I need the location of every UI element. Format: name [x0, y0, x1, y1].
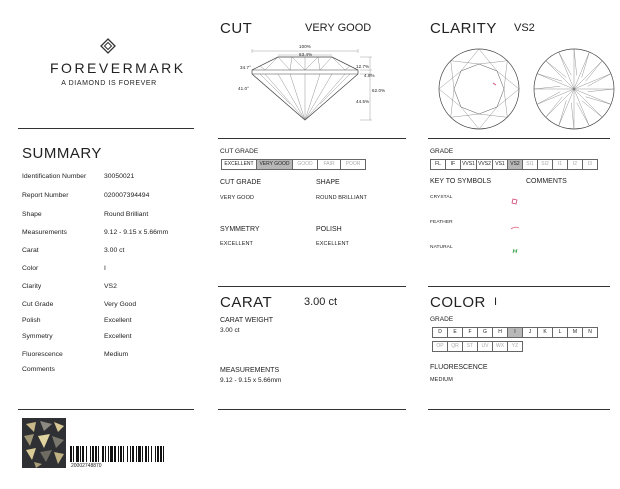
grade-scale-cell: GOOD	[292, 159, 318, 170]
color-grade-label: GRADE	[430, 316, 454, 323]
color-grade-scale	[432, 327, 598, 338]
grade-scale-cell: POOR	[340, 159, 366, 170]
clarity-plot-crown	[435, 45, 523, 133]
natural-icon	[511, 242, 519, 260]
feather-icon	[510, 218, 520, 236]
comments-label: COMMENTS	[526, 178, 567, 185]
grade-scale-cell: FAIR	[317, 159, 341, 170]
grade-scale-cell: L	[552, 327, 568, 338]
cut-grade-heading: CUT GRADE	[220, 148, 259, 155]
brand-name: FOREVERMARK	[50, 60, 186, 76]
divider	[18, 409, 194, 410]
cut-grade-label: CUT GRADE	[220, 179, 262, 186]
grade-scale-cell: I	[507, 327, 523, 338]
brand-tagline: A DIAMOND IS FOREVER	[61, 80, 157, 87]
clarity-grade-label: GRADE	[430, 148, 454, 155]
shape-value: ROUND BRILLIANT	[316, 195, 368, 201]
cut-label-girdle: 4.8%	[364, 73, 375, 78]
cut-value: VERY GOOD	[305, 22, 372, 34]
cut-label-crown-angle: 34.7°	[240, 65, 252, 70]
grade-scale-cell: OP	[432, 341, 448, 352]
clarity-plot-pavilion	[530, 45, 618, 133]
carat-title: CARAT	[220, 294, 273, 311]
grade-scale-cell: YZ	[507, 341, 523, 352]
barcode	[70, 446, 194, 462]
polish-value: EXCELLENT	[316, 241, 349, 247]
carat-value: 3.00 ct	[304, 296, 338, 308]
polish-label: POLISH	[316, 226, 342, 233]
fluorescence-label: FLUORESCENCE	[430, 364, 488, 371]
grade-scale-cell: I1	[552, 159, 568, 170]
brand-logo-icon	[100, 38, 116, 54]
grade-scale-cell: M	[567, 327, 583, 338]
cut-label-table-top: 100%	[299, 44, 311, 49]
divider	[428, 286, 610, 287]
carat-weight-label: CARAT WEIGHT	[220, 317, 274, 324]
cut-label-pavilion-angle: 41.0°	[238, 86, 250, 91]
divider	[428, 138, 610, 139]
grade-scale-cell: VVS1	[460, 159, 477, 170]
divider	[218, 286, 406, 287]
color-title: COLOR	[430, 294, 486, 311]
grade-scale-cell: VVS2	[476, 159, 493, 170]
diamond-photo	[22, 418, 66, 468]
symbol-feather-label: FEATHER	[430, 220, 453, 225]
key-to-symbols-label: KEY TO SYMBOLS	[430, 178, 492, 185]
grade-scale-cell: WX	[492, 341, 508, 352]
cut-label-crown-height: 12.7%	[356, 64, 370, 69]
grade-scale-cell: UV	[477, 341, 493, 352]
grade-scale-cell: SI2	[537, 159, 553, 170]
grade-scale-cell: QR	[447, 341, 463, 352]
grade-scale-cell: K	[537, 327, 553, 338]
color-grade-scale-extended	[432, 341, 523, 352]
measurements-label: MEASUREMENTS	[220, 367, 280, 374]
color-value: I	[494, 296, 498, 308]
grade-scale-cell: FL	[430, 159, 446, 170]
carat-weight-value: 3.00 ct	[220, 327, 240, 334]
clarity-grade-scale	[430, 159, 598, 170]
fluorescence-value: MEDIUM	[430, 377, 453, 383]
symbol-natural-label: NATURAL	[430, 245, 453, 250]
divider	[218, 409, 406, 410]
summary-title: SUMMARY	[22, 145, 102, 162]
grade-scale-cell: D	[432, 327, 448, 338]
grade-scale-cell: EXCELLENT	[221, 159, 257, 170]
grade-scale-cell: VS2	[507, 159, 523, 170]
cut-label-total-depth: 62.0%	[372, 88, 386, 93]
grade-scale-cell: IF	[445, 159, 461, 170]
clarity-value: VS2	[514, 22, 535, 34]
divider	[218, 138, 406, 139]
symbol-crystal-label: CRYSTAL	[430, 195, 453, 200]
grade-scale-cell: SI1	[522, 159, 538, 170]
symmetry-label: SYMMETRY	[220, 226, 260, 233]
grade-scale-cell: N	[582, 327, 598, 338]
grade-scale-cell: VERY GOOD	[256, 159, 293, 170]
cut-label-pavilion-depth: 44.5%	[356, 99, 370, 104]
cut-title: CUT	[220, 20, 253, 37]
divider	[18, 128, 194, 129]
grade-scale-cell: J	[522, 327, 538, 338]
grade-scale-cell: ST	[462, 341, 478, 352]
grade-scale-cell: VS1	[492, 159, 508, 170]
measurements-value: 9.12 - 9.15 x 5.66mm	[220, 377, 282, 384]
grade-scale-cell: I2	[567, 159, 583, 170]
grade-scale-cell: H	[492, 327, 508, 338]
symmetry-value: EXCELLENT	[220, 241, 253, 247]
shape-label: SHAPE	[316, 179, 340, 186]
grade-scale-cell: I3	[582, 159, 598, 170]
clarity-title: CLARITY	[430, 20, 497, 37]
cut-grade-scale	[221, 159, 366, 170]
barcode-number: 20002748870	[71, 463, 102, 469]
grade-scale-cell: E	[447, 327, 463, 338]
divider	[428, 409, 610, 410]
crystal-icon	[511, 193, 519, 211]
cut-label-table: 53.4%	[299, 52, 313, 57]
cut-grade-value: VERY GOOD	[220, 195, 255, 201]
grade-scale-cell: F	[462, 327, 478, 338]
grade-scale-cell: G	[477, 327, 493, 338]
